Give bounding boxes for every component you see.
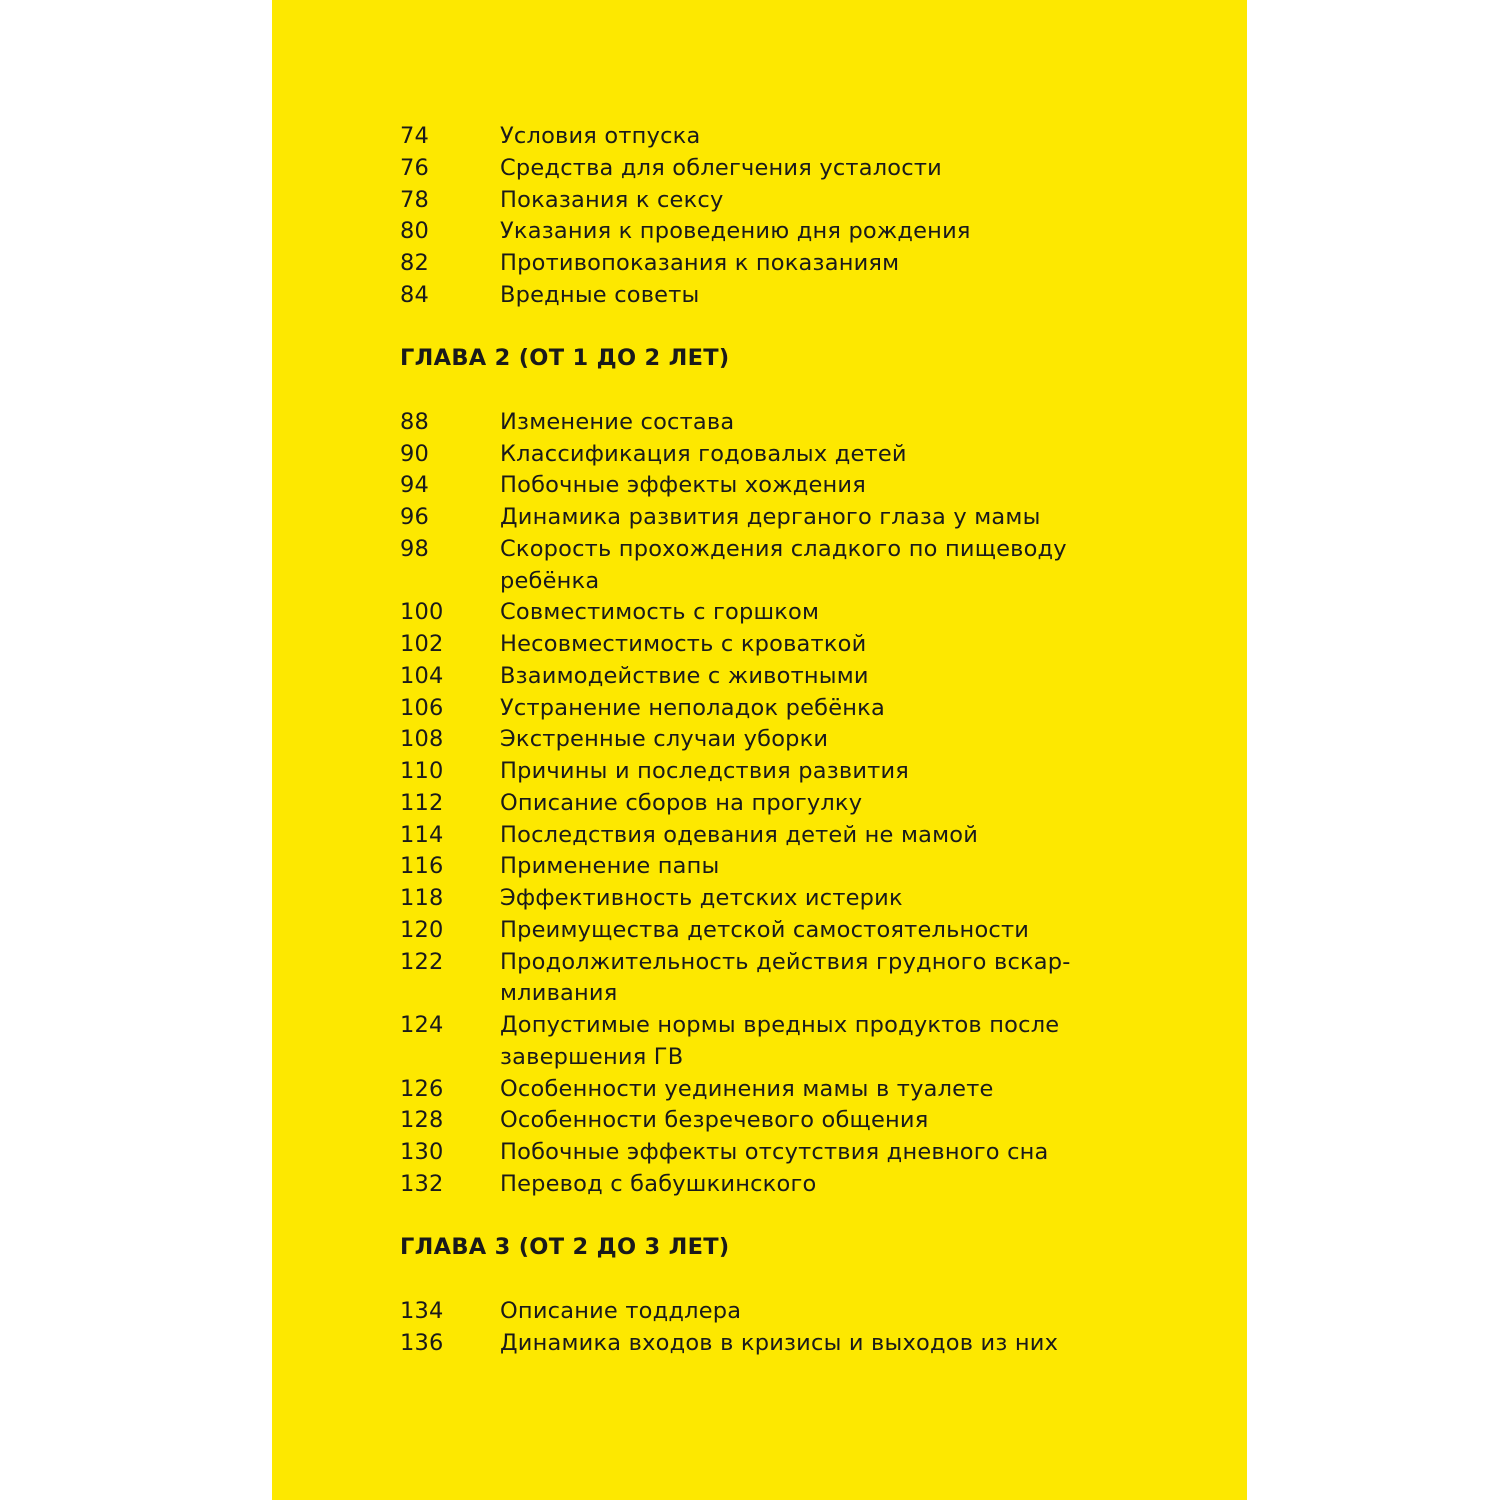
toc-entry-title: Скорость прохождения сладкого по пищеводу ребёнка bbox=[500, 535, 1067, 594]
toc-page-number: 90 bbox=[400, 440, 430, 467]
toc-entry-title: Особенности безречевого общения bbox=[500, 1107, 929, 1134]
toc-entry-title: Динамика развития дерганого глаза у мамы bbox=[500, 504, 1041, 530]
toc-entry-title: Классификация годовалых детей bbox=[500, 440, 907, 467]
toc-entry-title: Показания к сексу bbox=[500, 186, 724, 213]
book-page bbox=[272, 0, 1247, 1500]
toc-entry bbox=[400, 1105, 1100, 1137]
toc-page-number: 82 bbox=[400, 250, 430, 276]
toc-entry bbox=[400, 248, 1100, 280]
toc-page-number: 118 bbox=[400, 885, 444, 911]
toc-entry bbox=[400, 915, 1100, 947]
toc-group-3 bbox=[400, 1296, 1100, 1360]
toc-entry-title: Несовместимость с кроваткой bbox=[500, 631, 867, 657]
toc-entry bbox=[400, 216, 1100, 248]
toc-entry bbox=[400, 280, 1100, 312]
toc-entry-title: Допустимые нормы вредных продуктов после завершения ГВ bbox=[500, 1012, 1060, 1070]
toc-page-number: 88 bbox=[400, 408, 430, 435]
toc-entry bbox=[400, 788, 1100, 820]
toc-entry bbox=[400, 693, 1100, 725]
toc-page-number: 134 bbox=[400, 1297, 444, 1324]
chapter-2-heading: ГЛАВА 2 (ОТ 1 ДО 2 ЛЕТ) bbox=[400, 345, 730, 372]
toc-entry bbox=[400, 1074, 1100, 1106]
toc-entry bbox=[400, 121, 1100, 153]
toc-page-number: 84 bbox=[400, 281, 430, 308]
toc-entry-title: Последствия одевания детей не мамой bbox=[500, 821, 979, 848]
toc-entry bbox=[400, 407, 1100, 439]
toc-page-number: 78 bbox=[400, 186, 430, 213]
toc-page-number: 116 bbox=[400, 853, 444, 880]
toc-entry-title: Причины и последствия развития bbox=[500, 758, 910, 784]
toc-page-number: 98 bbox=[400, 535, 430, 562]
toc-entry-title: Экстренные случаи уборки bbox=[500, 726, 829, 753]
toc-page-number: 128 bbox=[400, 1107, 444, 1134]
toc-page-number: 102 bbox=[400, 631, 444, 657]
toc-entry-title: Средства для облегчения усталости bbox=[500, 154, 942, 181]
toc-entry-title: Совместимость с горшком bbox=[500, 599, 820, 626]
toc-page-number: 110 bbox=[400, 758, 444, 784]
toc-entry bbox=[400, 883, 1100, 915]
toc-entry-title: Побочные эффекты отсутствия дневного сна bbox=[500, 1139, 1049, 1165]
toc-entry bbox=[400, 502, 1100, 534]
toc-entry-title: Преимущества детской самостоятельности bbox=[500, 916, 1030, 943]
toc-page-number: 124 bbox=[400, 1012, 444, 1038]
toc-entry-title: Указания к проведению дня рождения bbox=[500, 218, 971, 245]
toc-page-number: 130 bbox=[400, 1139, 444, 1165]
toc-entry-title: Изменение состава bbox=[500, 408, 735, 435]
toc-entry-title: Побочные эффекты хождения bbox=[500, 472, 866, 499]
toc-entry-title: Описание тоддлера bbox=[500, 1297, 742, 1324]
toc-entry-title: Перевод с бабушкинского bbox=[500, 1170, 817, 1197]
toc-entry bbox=[400, 756, 1100, 788]
toc-page-number: 100 bbox=[400, 599, 444, 626]
table-of-contents bbox=[400, 121, 1100, 1359]
toc-entry bbox=[400, 1137, 1100, 1169]
toc-entry bbox=[400, 470, 1100, 502]
toc-page-number: 122 bbox=[400, 948, 444, 975]
toc-entry bbox=[400, 1296, 1100, 1328]
toc-page-number: 74 bbox=[400, 123, 430, 149]
toc-entry bbox=[400, 1328, 1100, 1360]
toc-page-number: 94 bbox=[400, 472, 430, 499]
toc-entry-title: Устранение неполадок ребёнка bbox=[500, 694, 885, 721]
toc-entry bbox=[400, 629, 1100, 661]
toc-entry bbox=[400, 1010, 1100, 1074]
toc-entry-title: Эффективность детских истерик bbox=[500, 885, 903, 911]
toc-page-number: 120 bbox=[400, 916, 444, 943]
toc-entry-title: Особенности уединения мамы в туалете bbox=[500, 1075, 994, 1102]
toc-page-number: 106 bbox=[400, 694, 444, 721]
toc-page-number: 114 bbox=[400, 821, 444, 848]
toc-page-number: 112 bbox=[400, 789, 444, 816]
toc-group-1 bbox=[400, 121, 1100, 312]
toc-page-number: 136 bbox=[400, 1329, 444, 1356]
toc-entry bbox=[400, 724, 1100, 756]
toc-entry-title: Вредные советы bbox=[500, 281, 700, 308]
toc-page-number: 108 bbox=[400, 726, 444, 753]
toc-entry bbox=[400, 1169, 1100, 1201]
toc-page-number: 96 bbox=[400, 504, 430, 530]
toc-group-2 bbox=[400, 407, 1100, 1201]
toc-entry-title: Условия отпуска bbox=[500, 123, 701, 149]
toc-entry bbox=[400, 153, 1100, 185]
toc-entry-title: Противопоказания к показаниям bbox=[500, 250, 900, 276]
toc-entry bbox=[400, 597, 1100, 629]
toc-entry-title: Взаимодействие с животными bbox=[500, 662, 869, 689]
toc-page-number: 76 bbox=[400, 154, 430, 181]
toc-entry-title: Продолжительность действия грудного вскар- мливания bbox=[500, 948, 1071, 1007]
chapter-3-heading: ГЛАВА 3 (ОТ 2 ДО 3 ЛЕТ) bbox=[400, 1234, 730, 1261]
toc-entry-title: Применение папы bbox=[500, 853, 720, 880]
toc-entry bbox=[400, 439, 1100, 471]
toc-entry bbox=[400, 947, 1100, 1011]
toc-page-number: 80 bbox=[400, 218, 430, 245]
toc-entry bbox=[400, 534, 1100, 598]
toc-entry bbox=[400, 185, 1100, 217]
toc-page-number: 126 bbox=[400, 1075, 444, 1102]
toc-entry-title: Описание сборов на прогулку bbox=[500, 789, 863, 816]
toc-entry bbox=[400, 820, 1100, 852]
toc-entry bbox=[400, 661, 1100, 693]
toc-entry-title: Динамика входов в кризисы и выходов из них bbox=[500, 1329, 1059, 1356]
toc-page-number: 104 bbox=[400, 662, 444, 689]
toc-entry bbox=[400, 851, 1100, 883]
toc-page-number: 132 bbox=[400, 1170, 444, 1197]
